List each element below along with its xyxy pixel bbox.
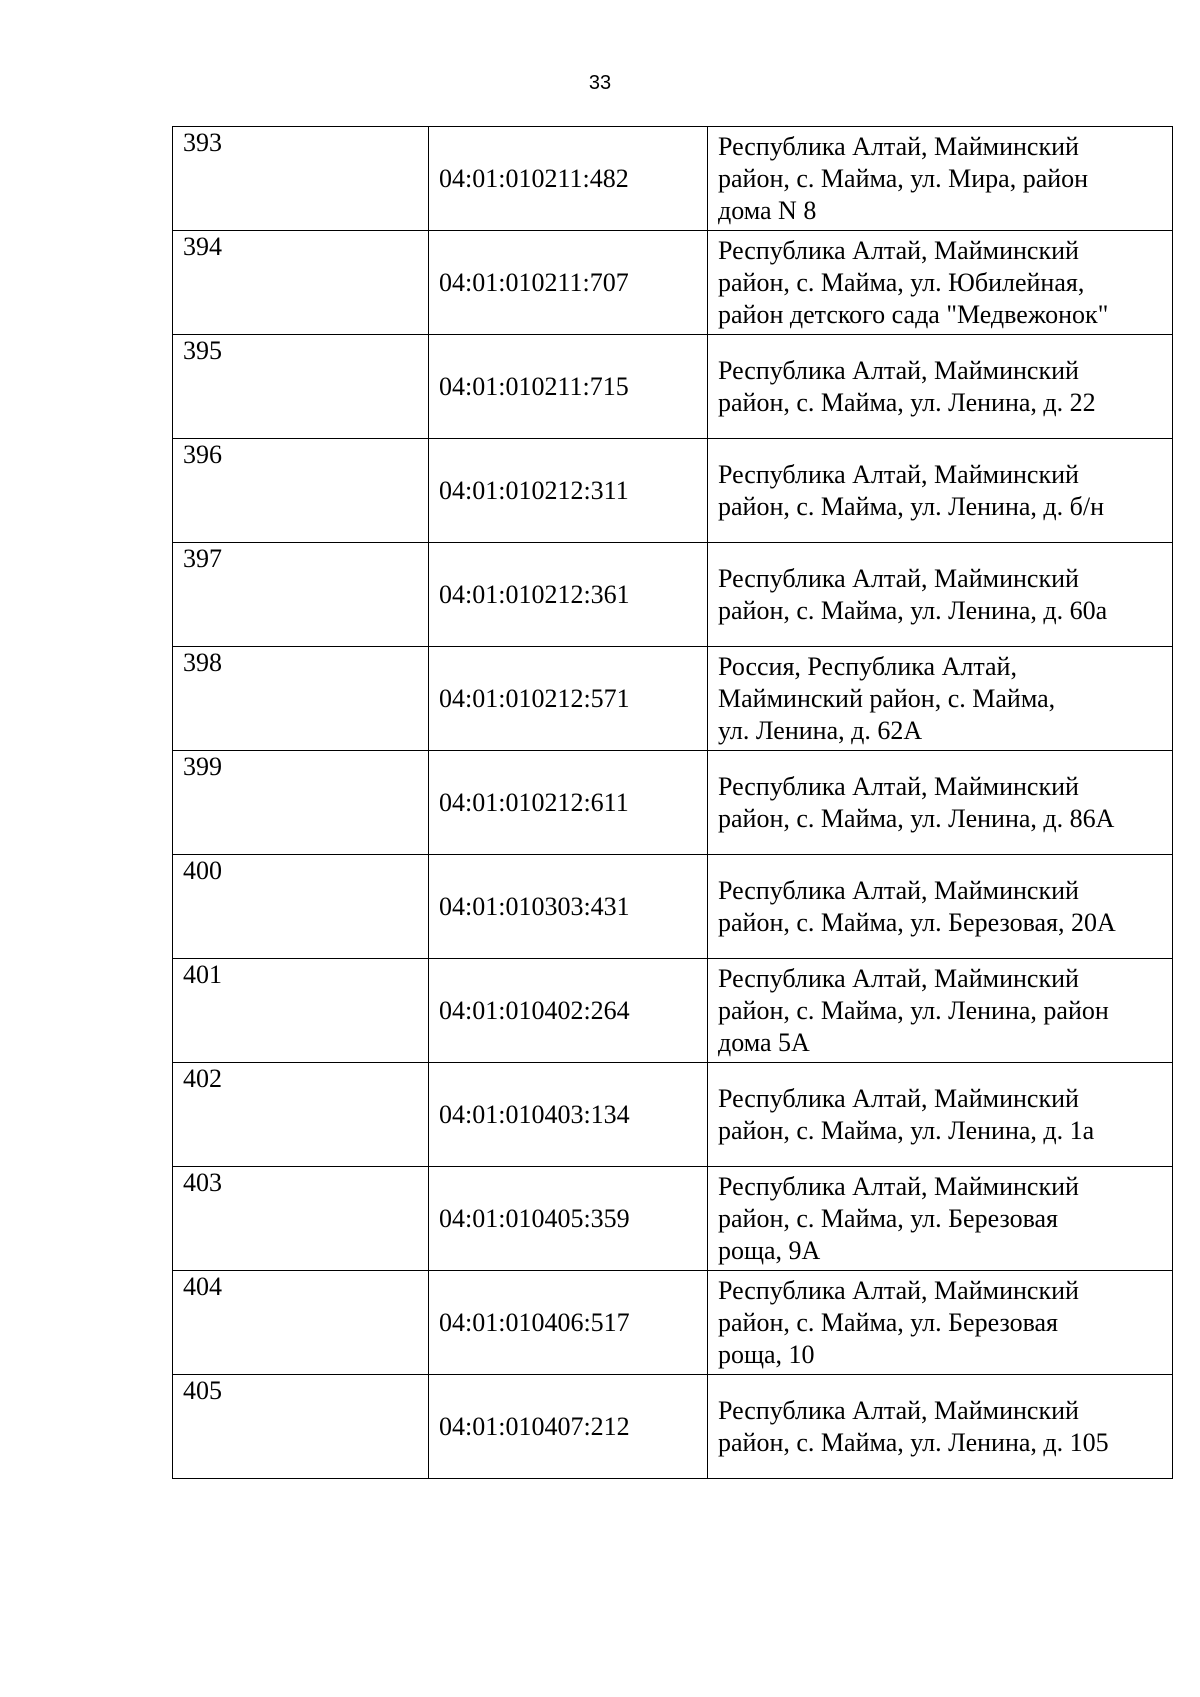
table-row (173, 1375, 1173, 1479)
row-number-cell: 401 (173, 959, 429, 1063)
row-number-cell: 399 (173, 751, 429, 855)
row-number-cell: 404 (173, 1271, 429, 1375)
cadastral-number-cell: 04:01:010211:715 (429, 335, 708, 439)
address-line: район детского сада "Медвежонок" (718, 299, 1109, 329)
address-line: район, с. Майма, ул. Ленина, д. 60а (718, 595, 1108, 625)
table-row (173, 1167, 1173, 1271)
cadastral-number-cell: 04:01:010212:611 (429, 751, 708, 855)
address-cell (708, 231, 1173, 335)
address-line: район, с. Майма, ул. Мира, район (718, 163, 1089, 193)
address-cell (708, 1063, 1173, 1167)
registry-table-body (173, 127, 1173, 1479)
address-cell (708, 751, 1173, 855)
row-number-cell: 403 (173, 1167, 429, 1271)
row-number-cell: 395 (173, 335, 429, 439)
address-cell (708, 439, 1173, 543)
address-line: район, с. Майма, ул. Ленина, д. б/н (718, 491, 1105, 521)
address-line: Республика Алтай, Майминский (718, 771, 1079, 801)
cadastral-number-cell: 04:01:010211:707 (429, 231, 708, 335)
cadastral-number-cell: 04:01:010407:212 (429, 1375, 708, 1479)
address-cell (708, 855, 1173, 959)
address-line: Республика Алтай, Майминский (718, 875, 1079, 905)
address-line: район, с. Майма, ул. Ленина, д. 105 (718, 1427, 1109, 1457)
row-number-cell: 405 (173, 1375, 429, 1479)
address-line: дома 5А (718, 1027, 810, 1057)
address-line: ул. Ленина, д. 62А (718, 715, 923, 745)
address-line: Республика Алтай, Майминский (718, 1275, 1079, 1305)
address-line: район, с. Майма, ул. Ленина, район (718, 995, 1109, 1025)
address-line: Республика Алтай, Майминский (718, 355, 1079, 385)
table-row (173, 1063, 1173, 1167)
address-line: Республика Алтай, Майминский (718, 235, 1079, 265)
cadastral-number-cell: 04:01:010303:431 (429, 855, 708, 959)
address-line: район, с. Майма, ул. Березовая (718, 1307, 1059, 1337)
table-row (173, 335, 1173, 439)
address-cell (708, 335, 1173, 439)
table-row (173, 647, 1173, 751)
table-row (173, 855, 1173, 959)
table-row (173, 1271, 1173, 1375)
address-cell (708, 127, 1173, 231)
table-row (173, 959, 1173, 1063)
row-number-cell: 393 (173, 127, 429, 231)
cadastral-number-cell: 04:01:010402:264 (429, 959, 708, 1063)
address-line: роща, 9А (718, 1235, 821, 1265)
row-number-cell: 398 (173, 647, 429, 751)
address-line: район, с. Майма, ул. Юбилейная, (718, 267, 1085, 297)
table-row (173, 751, 1173, 855)
cadastral-number-cell: 04:01:010403:134 (429, 1063, 708, 1167)
table-row (173, 231, 1173, 335)
row-number-cell: 400 (173, 855, 429, 959)
table-row (173, 543, 1173, 647)
address-line: Республика Алтай, Майминский (718, 1395, 1079, 1425)
cadastral-number-cell: 04:01:010212:361 (429, 543, 708, 647)
cadastral-number-cell: 04:01:010212:571 (429, 647, 708, 751)
address-line: Майминский район, с. Майма, (718, 683, 1056, 713)
address-line: Республика Алтай, Майминский (718, 459, 1079, 489)
address-line: Республика Алтай, Майминский (718, 963, 1079, 993)
address-line: район, с. Майма, ул. Ленина, д. 1а (718, 1115, 1095, 1145)
address-line: район, с. Майма, ул. Ленина, д. 86А (718, 803, 1115, 833)
address-line: Республика Алтай, Майминский (718, 1083, 1079, 1113)
address-line: роща, 10 (718, 1339, 815, 1369)
address-cell (708, 1271, 1173, 1375)
address-cell (708, 959, 1173, 1063)
page-number: 33 (588, 72, 612, 94)
address-line: Республика Алтай, Майминский (718, 563, 1079, 593)
cadastral-number-cell: 04:01:010212:311 (429, 439, 708, 543)
address-line: район, с. Майма, ул. Березовая (718, 1203, 1059, 1233)
table-row (173, 439, 1173, 543)
cadastral-number-cell: 04:01:010211:482 (429, 127, 708, 231)
address-cell (708, 1375, 1173, 1479)
table-row (173, 127, 1173, 231)
row-number-cell: 397 (173, 543, 429, 647)
address-line: район, с. Майма, ул. Березовая, 20А (718, 907, 1116, 937)
address-cell (708, 543, 1173, 647)
address-line: Россия, Республика Алтай, (718, 651, 1017, 681)
address-line: район, с. Майма, ул. Ленина, д. 22 (718, 387, 1096, 417)
row-number-cell: 396 (173, 439, 429, 543)
address-line: Республика Алтай, Майминский (718, 131, 1079, 161)
address-cell (708, 1167, 1173, 1271)
registry-table (172, 126, 1173, 1479)
row-number-cell: 394 (173, 231, 429, 335)
cadastral-number-cell: 04:01:010405:359 (429, 1167, 708, 1271)
address-cell (708, 647, 1173, 751)
row-number-cell: 402 (173, 1063, 429, 1167)
cadastral-number-cell: 04:01:010406:517 (429, 1271, 708, 1375)
address-line: дома N 8 (718, 195, 817, 225)
address-line: Республика Алтай, Майминский (718, 1171, 1079, 1201)
